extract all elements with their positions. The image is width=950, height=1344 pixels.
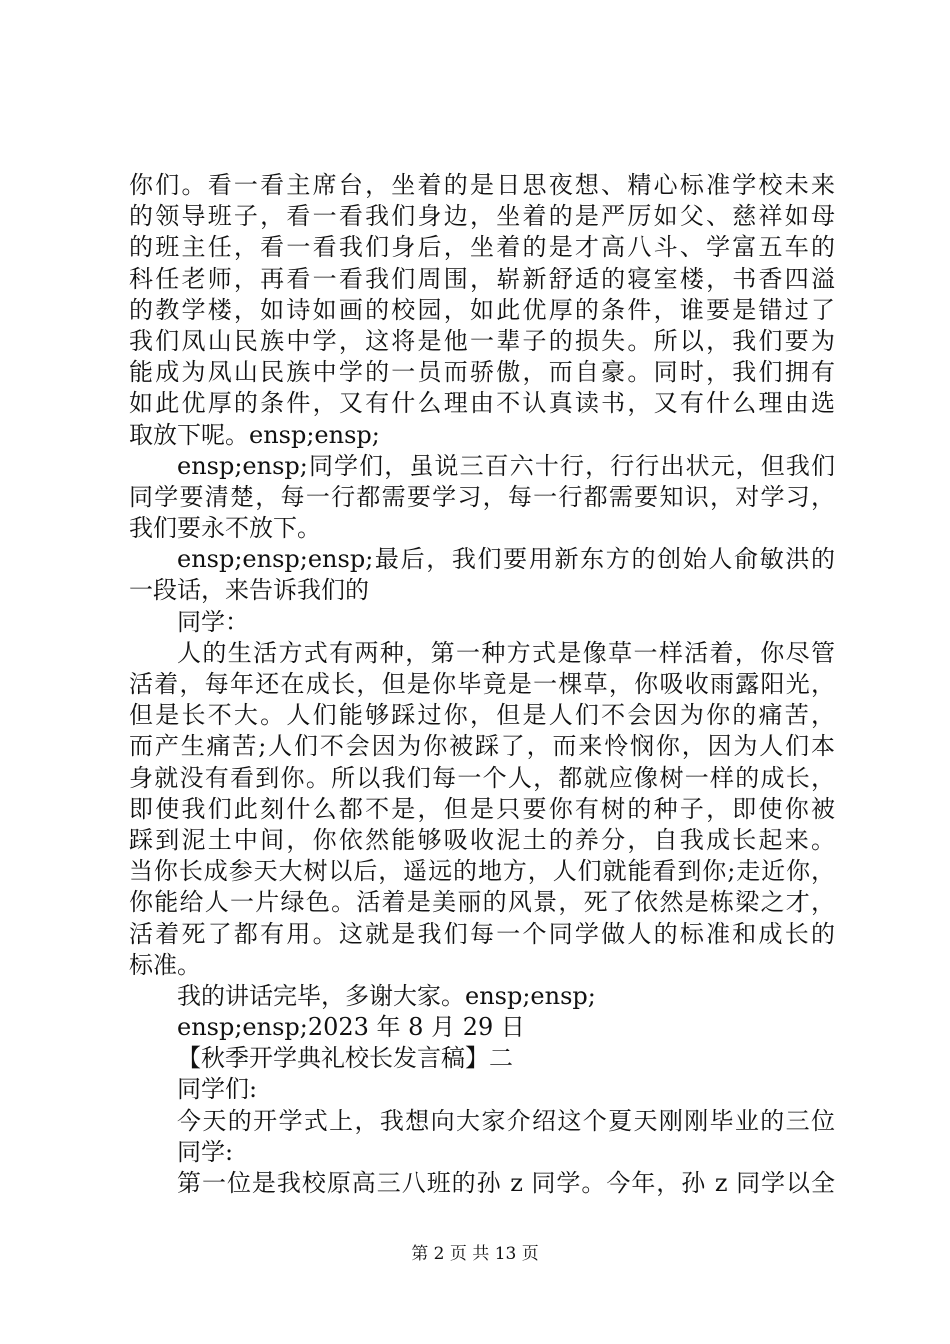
text-line: 的领导班子，看一看我们身边，坐着的是严厉如父、慈祥如母 <box>129 202 835 231</box>
text-line: 你们。看一看主席台，坐着的是日思夜想、精心标准学校未来 <box>129 171 835 199</box>
text-line: 但是长不大。人们能够踩过你，但是人们不会因为你的痛苦， <box>129 701 835 730</box>
text-line: 如此优厚的条件，又有什么理由不认真读书，又有什么理由选 <box>129 389 835 418</box>
text-line: 的班主任，看一看我们身后，坐着的是才高八斗、学富五车的 <box>129 233 835 262</box>
text-line: 今天的开学式上，我想向大家介绍这个夏天刚刚毕业的三位 <box>177 1106 835 1135</box>
text-line: 当你长成参天大树以后，遥远的地方，人们就能看到你;走近你， <box>129 857 835 886</box>
text-line: 科任老师，再看一看我们周围，崭新舒适的寝室楼，书香四溢 <box>129 264 835 293</box>
text-line: 身就没有看到你。所以我们每一个人，都就应像树一样的成长， <box>129 763 835 792</box>
text-line: 能成为凤山民族中学的一员而骄傲，而自豪。同时，我们拥有 <box>129 358 835 387</box>
text-line: 即使我们此刻什么都不是，但是只要你有树的种子，即使你被 <box>129 794 835 823</box>
text-line: 活着，每年还在成长，但是你毕竟是一棵草，你吸收雨露阳光， <box>129 670 835 698</box>
text-line: 踩到泥土中间，你依然能够吸收泥土的养分，自我成长起来。 <box>129 825 835 854</box>
text-line: ensp;ensp;同学们，虽说三百六十行，行行出状元，但我们 <box>177 451 835 480</box>
text-line: ensp;ensp;ensp;最后，我们要用新东方的创始人俞敏洪的 <box>177 545 835 574</box>
text-line: 取放下呢。ensp;ensp; <box>129 420 380 449</box>
text-line: 同学： <box>177 607 249 636</box>
text-line: 同学: <box>177 1137 234 1166</box>
text-line: 同学们: <box>177 1075 258 1104</box>
text-line: 我的讲话完毕，多谢大家。ensp;ensp; <box>177 981 596 1010</box>
document-body <box>129 170 835 1199</box>
text-line: 一段话，来告诉我们的 <box>129 576 369 605</box>
text-line: 人的生活方式有两种，第一种方式是像草一样活着，你尽管 <box>177 638 835 667</box>
page-number-footer: 第 2 页 共 13 页 <box>411 1244 539 1264</box>
text-line: ensp;ensp;2023 年 8 月 29 日 <box>177 1013 525 1042</box>
text-line: 我们凤山民族中学，这将是他一辈子的损失。所以，我们要为 <box>129 326 835 355</box>
text-line: 的教学楼，如诗如画的校园，如此优厚的条件，谁要是错过了 <box>129 295 835 324</box>
text-line: 活着死了都有用。这就是我们每一个同学做人的标准和成长的 <box>129 919 835 948</box>
text-line: 第一位是我校原高三八班的孙 z 同学。今年，孙 z 同学以全 <box>177 1169 835 1197</box>
section-heading: 【秋季开学典礼校长发言稿】二 <box>177 1044 513 1073</box>
text-line: 你能给人一片绿色。活着是美丽的风景，死了依然是栋梁之才， <box>129 888 835 917</box>
text-line: 而产生痛苦;人们不会因为你被踩了，而来怜悯你，因为人们本 <box>129 732 835 761</box>
text-line: 标准。 <box>129 950 201 979</box>
text-line: 我们要永不放下。 <box>129 514 321 543</box>
text-line: 同学要清楚，每一行都需要学习，每一行都需要知识，对学习， <box>129 482 835 511</box>
